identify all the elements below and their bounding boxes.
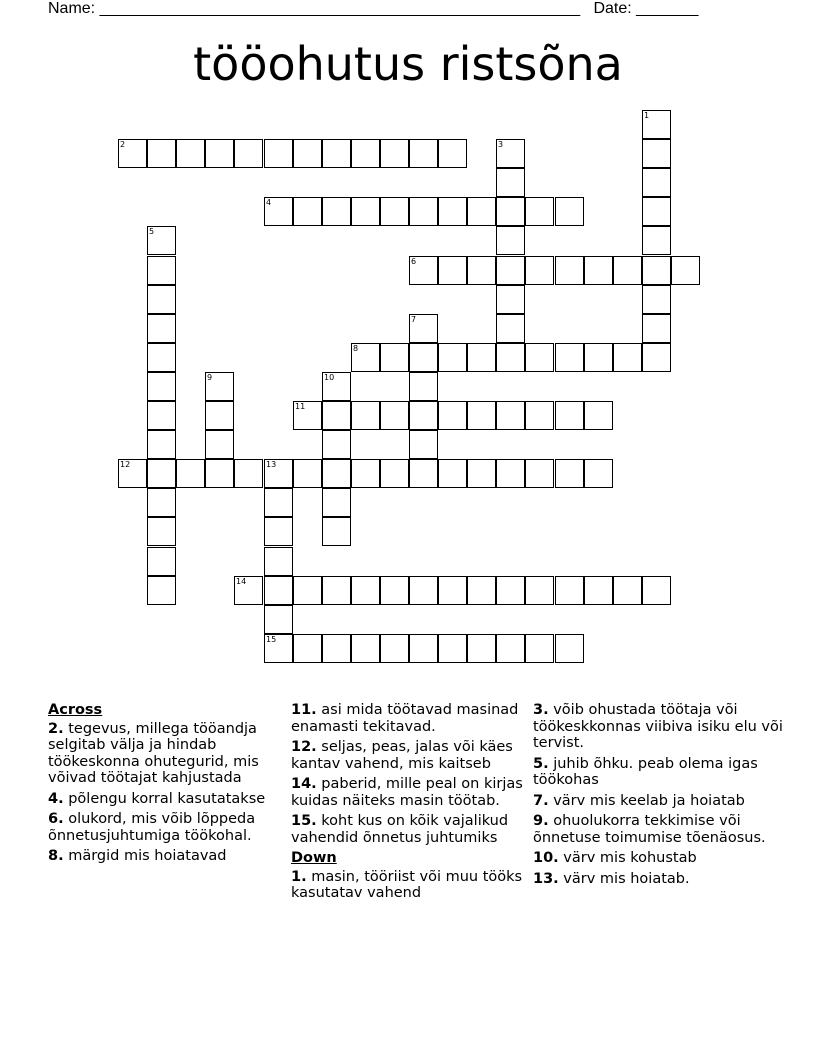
crossword-cell[interactable] bbox=[409, 372, 438, 401]
crossword-cell[interactable] bbox=[293, 634, 322, 663]
crossword-cell[interactable] bbox=[380, 343, 409, 372]
clue-item bbox=[291, 869, 526, 902]
crossword-cell[interactable] bbox=[555, 634, 584, 663]
clue-item bbox=[291, 813, 526, 846]
crossword-cell[interactable] bbox=[409, 314, 438, 343]
crossword-cell[interactable] bbox=[496, 459, 525, 488]
crossword-cell[interactable] bbox=[496, 576, 525, 605]
crossword-cell[interactable] bbox=[584, 459, 613, 488]
clue-item-number: 2. bbox=[48, 720, 64, 737]
crossword-cell[interactable] bbox=[642, 110, 671, 139]
crossword-cell[interactable] bbox=[584, 256, 613, 285]
crossword-cell[interactable] bbox=[438, 343, 467, 372]
down-clue-list-continued bbox=[533, 702, 783, 887]
clue-item-number: 8. bbox=[48, 848, 64, 864]
clue-item-text: ohuolukorra tekkimise või õnnetuse toimumise tõenäosus. bbox=[533, 813, 766, 846]
crossword-cell[interactable] bbox=[264, 488, 293, 517]
crossword-cell[interactable] bbox=[525, 634, 554, 663]
clue-number: 3 bbox=[498, 140, 504, 149]
crossword-cell[interactable] bbox=[380, 634, 409, 663]
clue-item-text: juhib õhku. peab olema igas töökohas bbox=[533, 755, 758, 788]
crossword-cell[interactable] bbox=[409, 197, 438, 226]
crossword-cell[interactable] bbox=[525, 197, 554, 226]
crossword-cell[interactable] bbox=[205, 372, 234, 401]
crossword-cell[interactable] bbox=[642, 226, 671, 255]
crossword-cell[interactable] bbox=[118, 459, 147, 488]
clue-item-text: tegevus, millega tööandja selgitab välja ja hindab töökeskonna ohutegurid, mis võivad töötajat kahjustada bbox=[48, 720, 259, 786]
down-heading: Down bbox=[291, 850, 337, 866]
crossword-cell[interactable] bbox=[322, 517, 351, 546]
clue-number: 8 bbox=[353, 344, 359, 353]
clue-item bbox=[533, 813, 783, 846]
clue-item-number: 12. bbox=[291, 739, 317, 755]
clue-item bbox=[533, 871, 783, 888]
crossword-cell[interactable] bbox=[264, 634, 293, 663]
crossword-cell[interactable] bbox=[467, 576, 496, 605]
crossword-cell[interactable] bbox=[264, 197, 293, 226]
clue-number: 1 bbox=[644, 111, 650, 120]
crossword-cell[interactable] bbox=[293, 401, 322, 430]
clue-item bbox=[48, 791, 278, 808]
clue-item-number: 10. bbox=[533, 850, 559, 866]
crossword-cell[interactable] bbox=[642, 285, 671, 314]
crossword-cell[interactable] bbox=[322, 197, 351, 226]
clue-number: 2 bbox=[120, 140, 126, 149]
crossword-cell[interactable] bbox=[264, 517, 293, 546]
clue-item bbox=[291, 739, 526, 772]
crossword-cell[interactable] bbox=[380, 459, 409, 488]
crossword-cell[interactable] bbox=[351, 139, 380, 168]
crossword-cell[interactable] bbox=[584, 401, 613, 430]
crossword-cell[interactable] bbox=[147, 314, 176, 343]
clue-item bbox=[533, 850, 783, 867]
clue-item-number: 11. bbox=[291, 702, 317, 718]
clues-column-2 bbox=[291, 702, 526, 906]
clue-item-number: 7. bbox=[533, 792, 549, 809]
crossword-cell[interactable] bbox=[118, 139, 147, 168]
crossword-cell[interactable] bbox=[147, 576, 176, 605]
clue-item-text: koht kus on kõik vajalikud vahendid õnnetus juhtumiks bbox=[291, 813, 509, 846]
clue-number: 6 bbox=[411, 257, 417, 266]
clue-item-text: seljas, peas, jalas või käes kantav vahend, mis kaitseb bbox=[291, 739, 513, 772]
crossword-cell[interactable] bbox=[380, 139, 409, 168]
crossword-cell[interactable] bbox=[147, 226, 176, 255]
crossword-cell[interactable] bbox=[496, 139, 525, 168]
crossword-cell[interactable] bbox=[555, 343, 584, 372]
crossword-cell[interactable] bbox=[351, 634, 380, 663]
crossword-cell[interactable] bbox=[613, 576, 642, 605]
clue-item-number: 3. bbox=[533, 702, 549, 718]
crossword-cell[interactable] bbox=[467, 459, 496, 488]
clues-column-1 bbox=[48, 702, 278, 869]
page-title: tööohutus ristsõna bbox=[193, 37, 623, 91]
clue-item-text: põlengu korral kasutatakse bbox=[63, 790, 266, 807]
crossword-cell[interactable] bbox=[409, 256, 438, 285]
clue-item bbox=[48, 811, 278, 844]
crossword-cell[interactable] bbox=[205, 401, 234, 430]
clue-item bbox=[48, 848, 278, 865]
crossword-cell[interactable] bbox=[351, 197, 380, 226]
clue-number: 11 bbox=[295, 402, 306, 411]
crossword-cell[interactable] bbox=[380, 401, 409, 430]
across-clue-list-continued bbox=[291, 702, 526, 846]
across-heading: Across bbox=[48, 702, 103, 718]
crossword-cell[interactable] bbox=[496, 343, 525, 372]
clue-number: 4 bbox=[266, 198, 272, 207]
crossword-cell[interactable] bbox=[147, 547, 176, 576]
crossword-cell[interactable] bbox=[467, 634, 496, 663]
crossword-cell[interactable] bbox=[147, 459, 176, 488]
crossword-cell[interactable] bbox=[205, 139, 234, 168]
crossword-cell[interactable] bbox=[176, 139, 205, 168]
crossword-cell[interactable] bbox=[293, 139, 322, 168]
crossword-cell[interactable] bbox=[147, 488, 176, 517]
crossword-cell[interactable] bbox=[176, 459, 205, 488]
clue-item-text: võib ohustada töötaja või töökeskkonnas viibiva isiku elu või tervist. bbox=[533, 702, 783, 751]
crossword-cell[interactable] bbox=[205, 430, 234, 459]
crossword-cell[interactable] bbox=[293, 197, 322, 226]
clue-item bbox=[291, 776, 526, 809]
crossword-cell[interactable] bbox=[525, 576, 554, 605]
clue-number: 12 bbox=[120, 460, 131, 469]
crossword-cell[interactable] bbox=[322, 430, 351, 459]
crossword-cell[interactable] bbox=[147, 430, 176, 459]
crossword-cell[interactable] bbox=[322, 139, 351, 168]
clue-item-number: 9. bbox=[533, 813, 549, 829]
crossword-cell[interactable] bbox=[438, 459, 467, 488]
crossword-cell[interactable] bbox=[147, 285, 176, 314]
crossword-cell[interactable] bbox=[642, 197, 671, 226]
crossword-cell[interactable] bbox=[467, 256, 496, 285]
crossword-cell[interactable] bbox=[613, 343, 642, 372]
crossword-cell[interactable] bbox=[438, 634, 467, 663]
crossword-cell[interactable] bbox=[322, 459, 351, 488]
crossword-cell[interactable] bbox=[584, 343, 613, 372]
crossword-cell[interactable] bbox=[496, 634, 525, 663]
crossword-cell[interactable] bbox=[671, 256, 700, 285]
clue-item-text: värv mis hoiatab. bbox=[558, 870, 690, 887]
crossword-cell[interactable] bbox=[555, 197, 584, 226]
crossword-cell[interactable] bbox=[409, 576, 438, 605]
crossword-cell[interactable] bbox=[147, 139, 176, 168]
crossword-cell[interactable] bbox=[642, 343, 671, 372]
crossword-cell[interactable] bbox=[496, 197, 525, 226]
crossword-cell[interactable] bbox=[584, 576, 613, 605]
clue-item-number: 4. bbox=[48, 790, 64, 807]
crossword-cell[interactable] bbox=[496, 314, 525, 343]
crossword-cell[interactable] bbox=[555, 576, 584, 605]
crossword-cell[interactable] bbox=[642, 256, 671, 285]
crossword-cell[interactable] bbox=[147, 372, 176, 401]
crossword-cell[interactable] bbox=[496, 226, 525, 255]
clue-number: 14 bbox=[236, 577, 247, 586]
crossword-cell[interactable] bbox=[525, 343, 554, 372]
crossword-cell[interactable] bbox=[322, 372, 351, 401]
crossword-cell[interactable] bbox=[264, 139, 293, 168]
clue-item bbox=[48, 721, 278, 787]
date-blank[interactable]: _______ bbox=[636, 0, 699, 17]
crossword-cell[interactable] bbox=[642, 576, 671, 605]
clue-item-text: masin, tööriist või muu tööks kasutatav vahend bbox=[291, 868, 523, 901]
crossword-cell[interactable] bbox=[496, 401, 525, 430]
clue-item-text: asi mida töötavad masinad enamasti tekitavad. bbox=[291, 702, 519, 735]
crossword-cell[interactable] bbox=[351, 343, 380, 372]
crossword-cell[interactable] bbox=[496, 168, 525, 197]
clue-item-text: paberid, mille peal on kirjas kuidas näiteks masin töötab. bbox=[291, 776, 523, 809]
crossword-cell[interactable] bbox=[351, 401, 380, 430]
clue-number: 7 bbox=[411, 315, 417, 324]
clue-item-number: 13. bbox=[533, 870, 559, 887]
crossword-cell[interactable] bbox=[409, 139, 438, 168]
crossword-cell[interactable] bbox=[525, 459, 554, 488]
clue-item-text: värv mis kohustab bbox=[558, 850, 697, 866]
crossword-cell[interactable] bbox=[322, 634, 351, 663]
crossword-cell[interactable] bbox=[205, 459, 234, 488]
crossword-cell[interactable] bbox=[264, 605, 293, 634]
clue-item-number: 15. bbox=[291, 813, 317, 829]
crossword-cell[interactable] bbox=[351, 459, 380, 488]
clue-item-number: 5. bbox=[533, 755, 549, 772]
clue-item bbox=[533, 793, 783, 810]
clue-item bbox=[291, 702, 526, 735]
crossword-cell[interactable] bbox=[555, 459, 584, 488]
crossword-cell[interactable] bbox=[293, 459, 322, 488]
clue-item-number: 14. bbox=[291, 776, 317, 792]
across-clue-list bbox=[48, 721, 278, 865]
crossword-cell[interactable] bbox=[147, 517, 176, 546]
crossword-cell[interactable] bbox=[409, 430, 438, 459]
crossword-cell[interactable] bbox=[438, 576, 467, 605]
clue-number: 15 bbox=[266, 635, 277, 644]
crossword-cell[interactable] bbox=[438, 401, 467, 430]
crossword-cell[interactable] bbox=[264, 547, 293, 576]
crossword-cell[interactable] bbox=[642, 168, 671, 197]
crossword-cell[interactable] bbox=[438, 256, 467, 285]
clues-column-3 bbox=[533, 702, 783, 891]
crossword-cell[interactable] bbox=[525, 256, 554, 285]
crossword-cell[interactable] bbox=[351, 576, 380, 605]
crossword-cell[interactable] bbox=[264, 459, 293, 488]
clue-item-text: olukord, mis võib lõppeda õnnetusjuhtumiga töökohal. bbox=[48, 811, 256, 844]
crossword-cell[interactable] bbox=[147, 343, 176, 372]
clue-item bbox=[533, 702, 783, 752]
crossword-cell[interactable] bbox=[496, 285, 525, 314]
crossword-cell[interactable] bbox=[496, 256, 525, 285]
name-label: Name: bbox=[48, 0, 96, 17]
crossword-cell[interactable] bbox=[293, 576, 322, 605]
name-blank[interactable]: ______________________________________________________ bbox=[99, 0, 581, 17]
crossword-cell[interactable] bbox=[380, 576, 409, 605]
crossword-cell[interactable] bbox=[525, 401, 554, 430]
crossword-cell[interactable] bbox=[322, 488, 351, 517]
clue-number: 13 bbox=[266, 460, 277, 469]
crossword-cell[interactable] bbox=[409, 401, 438, 430]
crossword-cell[interactable] bbox=[409, 343, 438, 372]
crossword-cell[interactable] bbox=[380, 197, 409, 226]
crossword-cell[interactable] bbox=[409, 634, 438, 663]
clue-number: 10 bbox=[324, 373, 335, 382]
clue-item-text: märgid mis hoiatavad bbox=[63, 848, 227, 864]
clue-item-number: 6. bbox=[48, 811, 64, 827]
crossword-cell[interactable] bbox=[613, 256, 642, 285]
crossword-cell[interactable] bbox=[322, 576, 351, 605]
clue-item-number: 1. bbox=[291, 868, 307, 885]
crossword-cell[interactable] bbox=[438, 197, 467, 226]
crossword-cell[interactable] bbox=[322, 401, 351, 430]
clue-item bbox=[533, 756, 783, 789]
crossword-cell[interactable] bbox=[147, 401, 176, 430]
crossword-cell[interactable] bbox=[234, 459, 263, 488]
clue-number: 9 bbox=[207, 373, 213, 382]
crossword-cell[interactable] bbox=[234, 139, 263, 168]
down-clue-list bbox=[291, 869, 526, 902]
crossword-cell[interactable] bbox=[467, 343, 496, 372]
crossword-cell[interactable] bbox=[467, 197, 496, 226]
crossword-cell[interactable] bbox=[147, 256, 176, 285]
crossword-cell[interactable] bbox=[409, 459, 438, 488]
crossword-cell[interactable] bbox=[555, 256, 584, 285]
crossword-cell[interactable] bbox=[642, 139, 671, 168]
clue-item-text: värv mis keelab ja hoiatab bbox=[548, 792, 745, 809]
crossword-cell[interactable] bbox=[234, 576, 263, 605]
date-label: Date: bbox=[593, 0, 632, 17]
crossword-cell[interactable] bbox=[467, 401, 496, 430]
crossword-cell[interactable] bbox=[555, 401, 584, 430]
crossword-cell[interactable] bbox=[642, 314, 671, 343]
crossword-cell[interactable] bbox=[438, 139, 467, 168]
crossword-cell[interactable] bbox=[264, 576, 293, 605]
clue-number: 5 bbox=[149, 227, 155, 236]
